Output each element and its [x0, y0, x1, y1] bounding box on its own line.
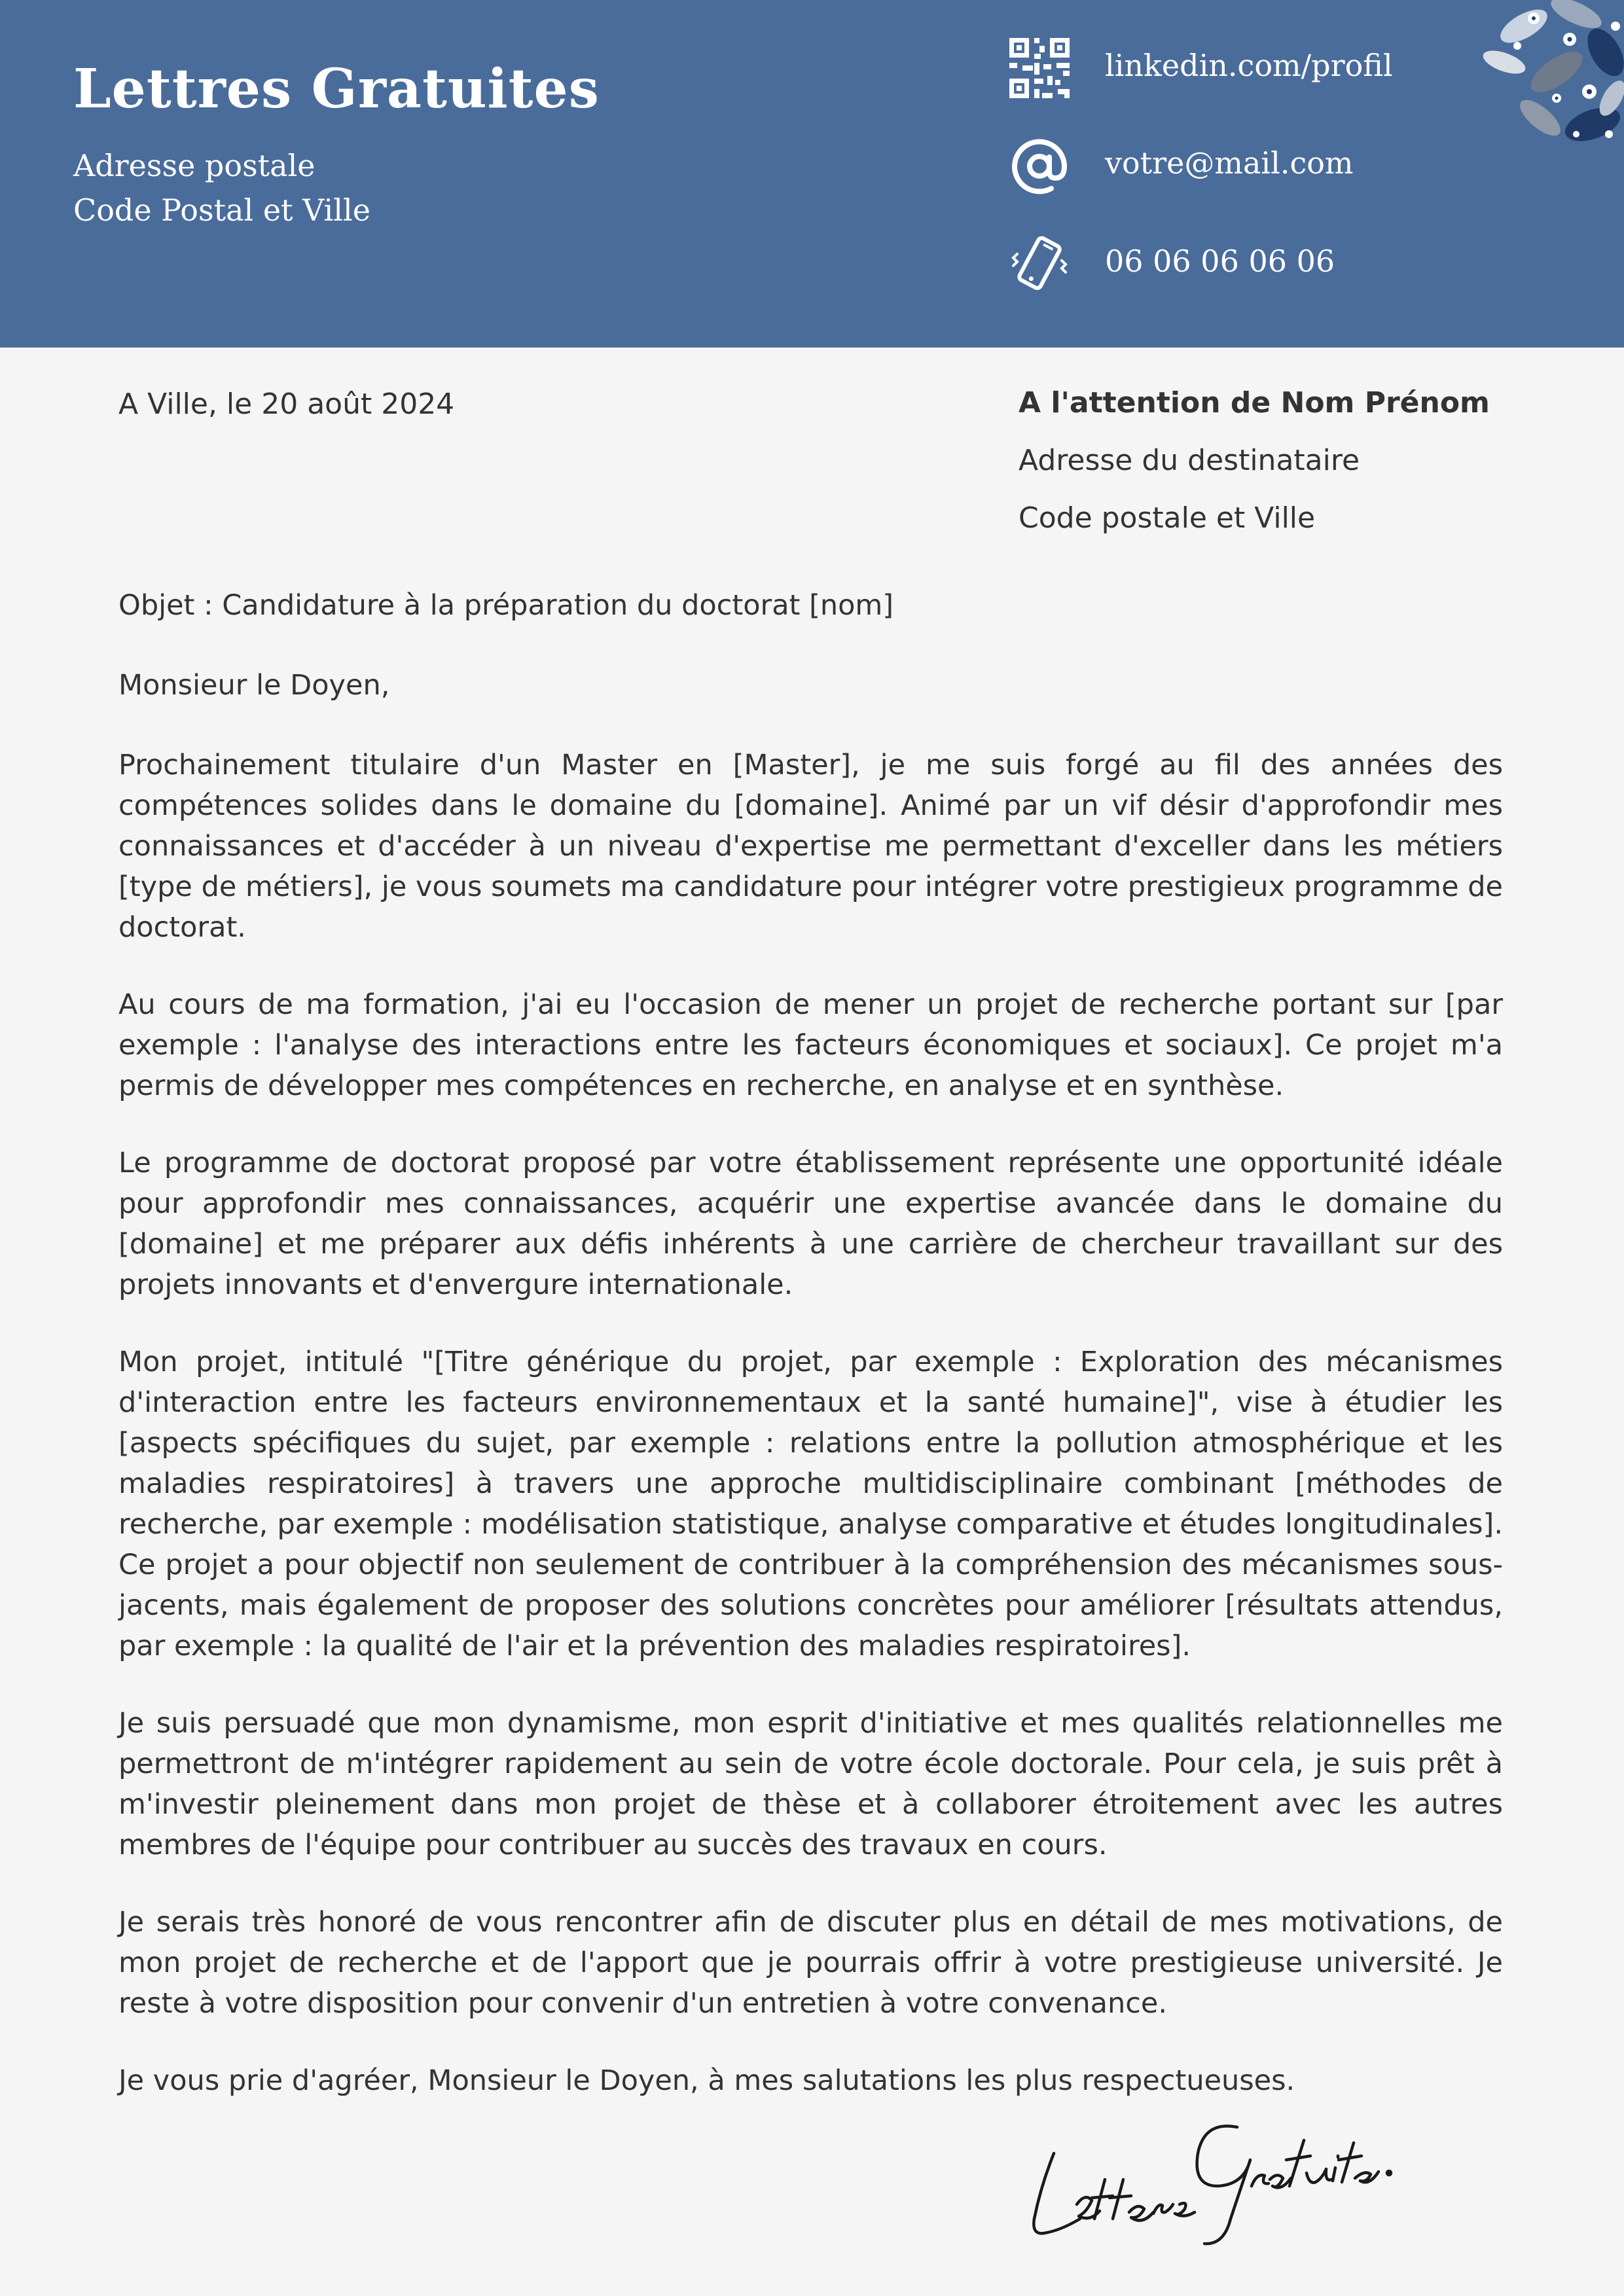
floral-decoration [1478, 0, 1624, 157]
recipient-address: Adresse du destinataire [1019, 444, 1360, 477]
phone-icon [1008, 232, 1071, 295]
recipient-block [1019, 385, 1490, 558]
linkedin-link[interactable]: linkedin.com/profil [1105, 48, 1393, 83]
at-sign-icon [1008, 135, 1071, 198]
letter-closing: Je vous prie d'agréer, Monsieur le Doyen, à mes salutations les plus respectueuses. [118, 2064, 1295, 2097]
sender-address: Adresse postale [73, 148, 316, 183]
sender-name: Lettres Gratuites [73, 58, 600, 120]
recipient-city: Code postale et Ville [1019, 501, 1316, 535]
email-link[interactable]: votre@mail.com [1105, 145, 1354, 181]
handwritten-signature [1008, 2088, 1394, 2251]
header-banner [0, 0, 1624, 348]
letter-date: A Ville, le 20 août 2024 [118, 387, 455, 421]
recipient-name: A l'attention de Nom Prénom [1019, 386, 1490, 420]
letter-paragraph: Je serais très honoré de vous rencontrer afin de discuter plus en détail de mes motivations, de mon projet de recherche et de l'apport que je pourrais offrir à votre prestigieuse université. Je reste à votre disposition pour convenir d'un entretien à votre convenance. [118, 1906, 1503, 2020]
letter-paragraph: Je suis persuadé que mon dynamisme, mon esprit d'initiative et mes qualités relationnelles me permettront de m'intégrer rapidement au sein de votre école doctorale. Pour cela, je suis prêt à m'investir pleinement dans mon projet de thèse et à collaborer étroitement avec les autres membres de l'équipe pour contribuer au succès des travaux en cours. [118, 1707, 1503, 1861]
letter-paragraph: Au cours de ma formation, j'ai eu l'occasion de mener un projet de recherche portant sur [par exemple : l'analyse des interactions entre les facteurs économiques et sociaux]. Ce projet m'a permis de développer mes compétences en recherche, en analyse et en synthèse. [118, 988, 1503, 1102]
letter-body [118, 585, 1503, 2138]
sender-city: Code Postal et Ville [73, 192, 370, 228]
letter-paragraph: Prochainement titulaire d'un Master en [Master], je me suis forgé au fil des années des compétences solides dans le domaine du [domaine]. Animé par un vif désir d'approfondir mes connaissances et d'accéder à un niveau d'expertise me permettant d'exceller dans les métiers [type de métiers], je vous soumets ma candidature pour intégrer votre prestigieux programme de doctorat. [118, 749, 1503, 944]
letter-salutation: Monsieur le Doyen, [118, 669, 390, 702]
qr-code-icon [1008, 37, 1071, 99]
phone-number[interactable]: 06 06 06 06 06 [1105, 243, 1335, 279]
letter-paragraph: Mon projet, intitulé "[Titre générique du projet, par exemple : Exploration des mécanismes d'interaction entre les facteurs environnementaux et la santé humaine]", vise à étudier les [aspects spécifiques du sujet, par exemple : relations entre la pollution atmosphérique et les maladies respiratoires] à travers une approche multidisciplinaire combinant [méthodes de recherche, par exemple : modélisation statistique, analyse comparative et études longitudinales]. Ce projet a pour objectif non seulement de contribuer à la compréhension des mécanismes sous-jacents, mais également de proposer des solutions concrètes pour améliorer [résultats attendus, par exemple : la qualité de l'air et la prévention des maladies respiratoires]. [118, 1346, 1503, 1662]
letter-subject: Objet : Candidature à la préparation du doctorat [nom] [118, 589, 894, 622]
letter-paragraph: Le programme de doctorat proposé par votre établissement représente une opportunité idéale pour approfondir mes connaissances, acquérir une expertise avancée dans le domaine du [domaine] et me préparer aux défis inhérents à une carrière de chercheur travaillant sur des projets innovants et d'envergure internationale. [118, 1147, 1503, 1301]
